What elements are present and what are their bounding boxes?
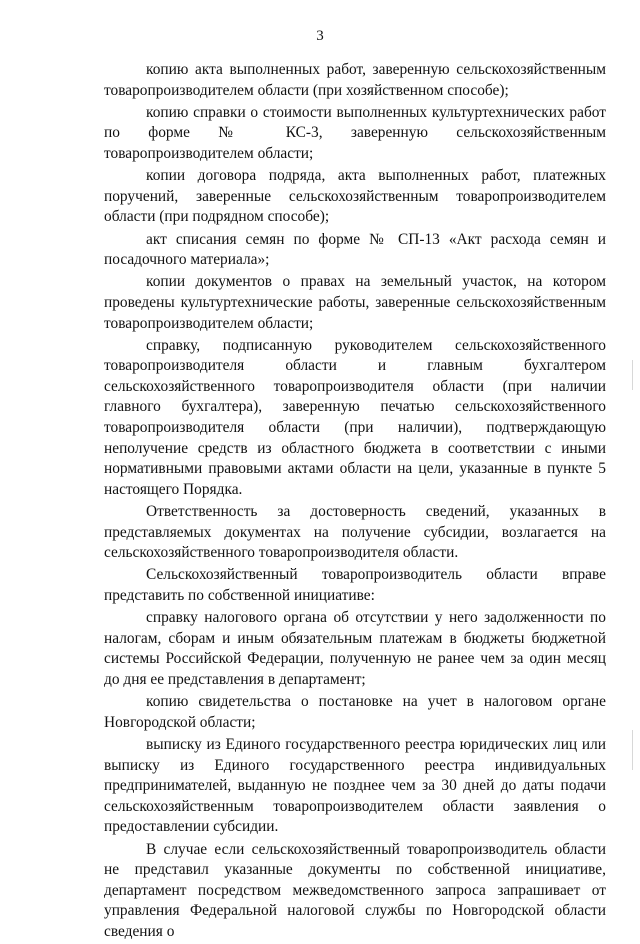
paragraph-responsibility: Ответственность за достоверность сведений, указанных в представляемых документах на получение субсидии, возлагается на сельскохозяйственного товаропроизводителя области. — [104, 503, 606, 562]
paragraph-land-rights: копии документов о правах на земельный участок, на котором проведены культуртехнические работы, заверенные сельскохозяйственным товаропроизводителем области; — [104, 273, 606, 332]
paragraph-work-act: копию акта выполненных работ, заверенную сельскохозяйственным товаропроизводителем области (при хозяйственном способе); — [104, 61, 606, 99]
paragraph-register-extract: выписку из Единого государственного реестра юридических лиц или выписку из Единого государственного реестра индивидуальных предпринимателей, выданную не позднее чем за 30 дней до даты подачи сельскохозяйственным товаропроизводителем области заявления о предоставлении субсидии. — [104, 735, 606, 836]
paragraph-ks3-certificate: копию справки о стоимости выполненных культуртехнических работ по форме № КС-3, заверенную сельскохозяйственным товаропроизводителем области; — [104, 103, 606, 162]
paragraph-registration-certificate: копию свидетельства о постановке на учет в налоговом органе Новгородской области; — [104, 693, 606, 731]
scan-edge-mark — [632, 730, 633, 770]
document-body — [104, 60, 606, 944]
paragraph-own-initiative: Сельскохозяйственный товаропроизводитель области вправе представить по собственной инициативе: — [104, 566, 606, 604]
page-number: 3 — [316, 28, 324, 44]
paragraph-contract-copies: копии договора подряда, акта выполненных работ, платежных поручений, заверенные сельскохозяйственным товаропроизводителем области (при подрядном способе); — [104, 167, 606, 226]
paragraph-interagency-request: В случае если сельскохозяйственный товаропроизводитель области не представил указанные документы по собственной инициативе, департамент посредством межведомственного запроса запрашивает от управления Федеральной налоговой службы по Новгородской области сведения о — [104, 840, 606, 940]
paragraph-tax-certificate: справку налогового органа об отсутствии у него задолженности по налогам, сборам и иным обязательным платежам в бюджеты бюджетной системы Российской Федерации, полученную не ранее чем за один месяц до дня ее представления в департамент; — [104, 609, 606, 688]
scan-edge-mark — [632, 360, 633, 390]
paragraph-seed-writeoff-act: акт списания семян по форме № СП-13 «Акт расхода семян и посадочного материала»; — [104, 230, 606, 269]
paragraph-signed-certificate: справку, подписанную руководителем сельскохозяйственного товаропроизводителя области и главным бухгалтером сельскохозяйственного товаропроизводителя области (при наличии главного бухгалтера), заверенную печатью сельскохозяйственного товаропроизводителя области (при наличии), подтверждающую неполучение средств из областного бюджета в соответствии с иными нормативными правовыми актами области на цели, указанные в пункте 5 настоящего Порядка. — [104, 336, 606, 498]
